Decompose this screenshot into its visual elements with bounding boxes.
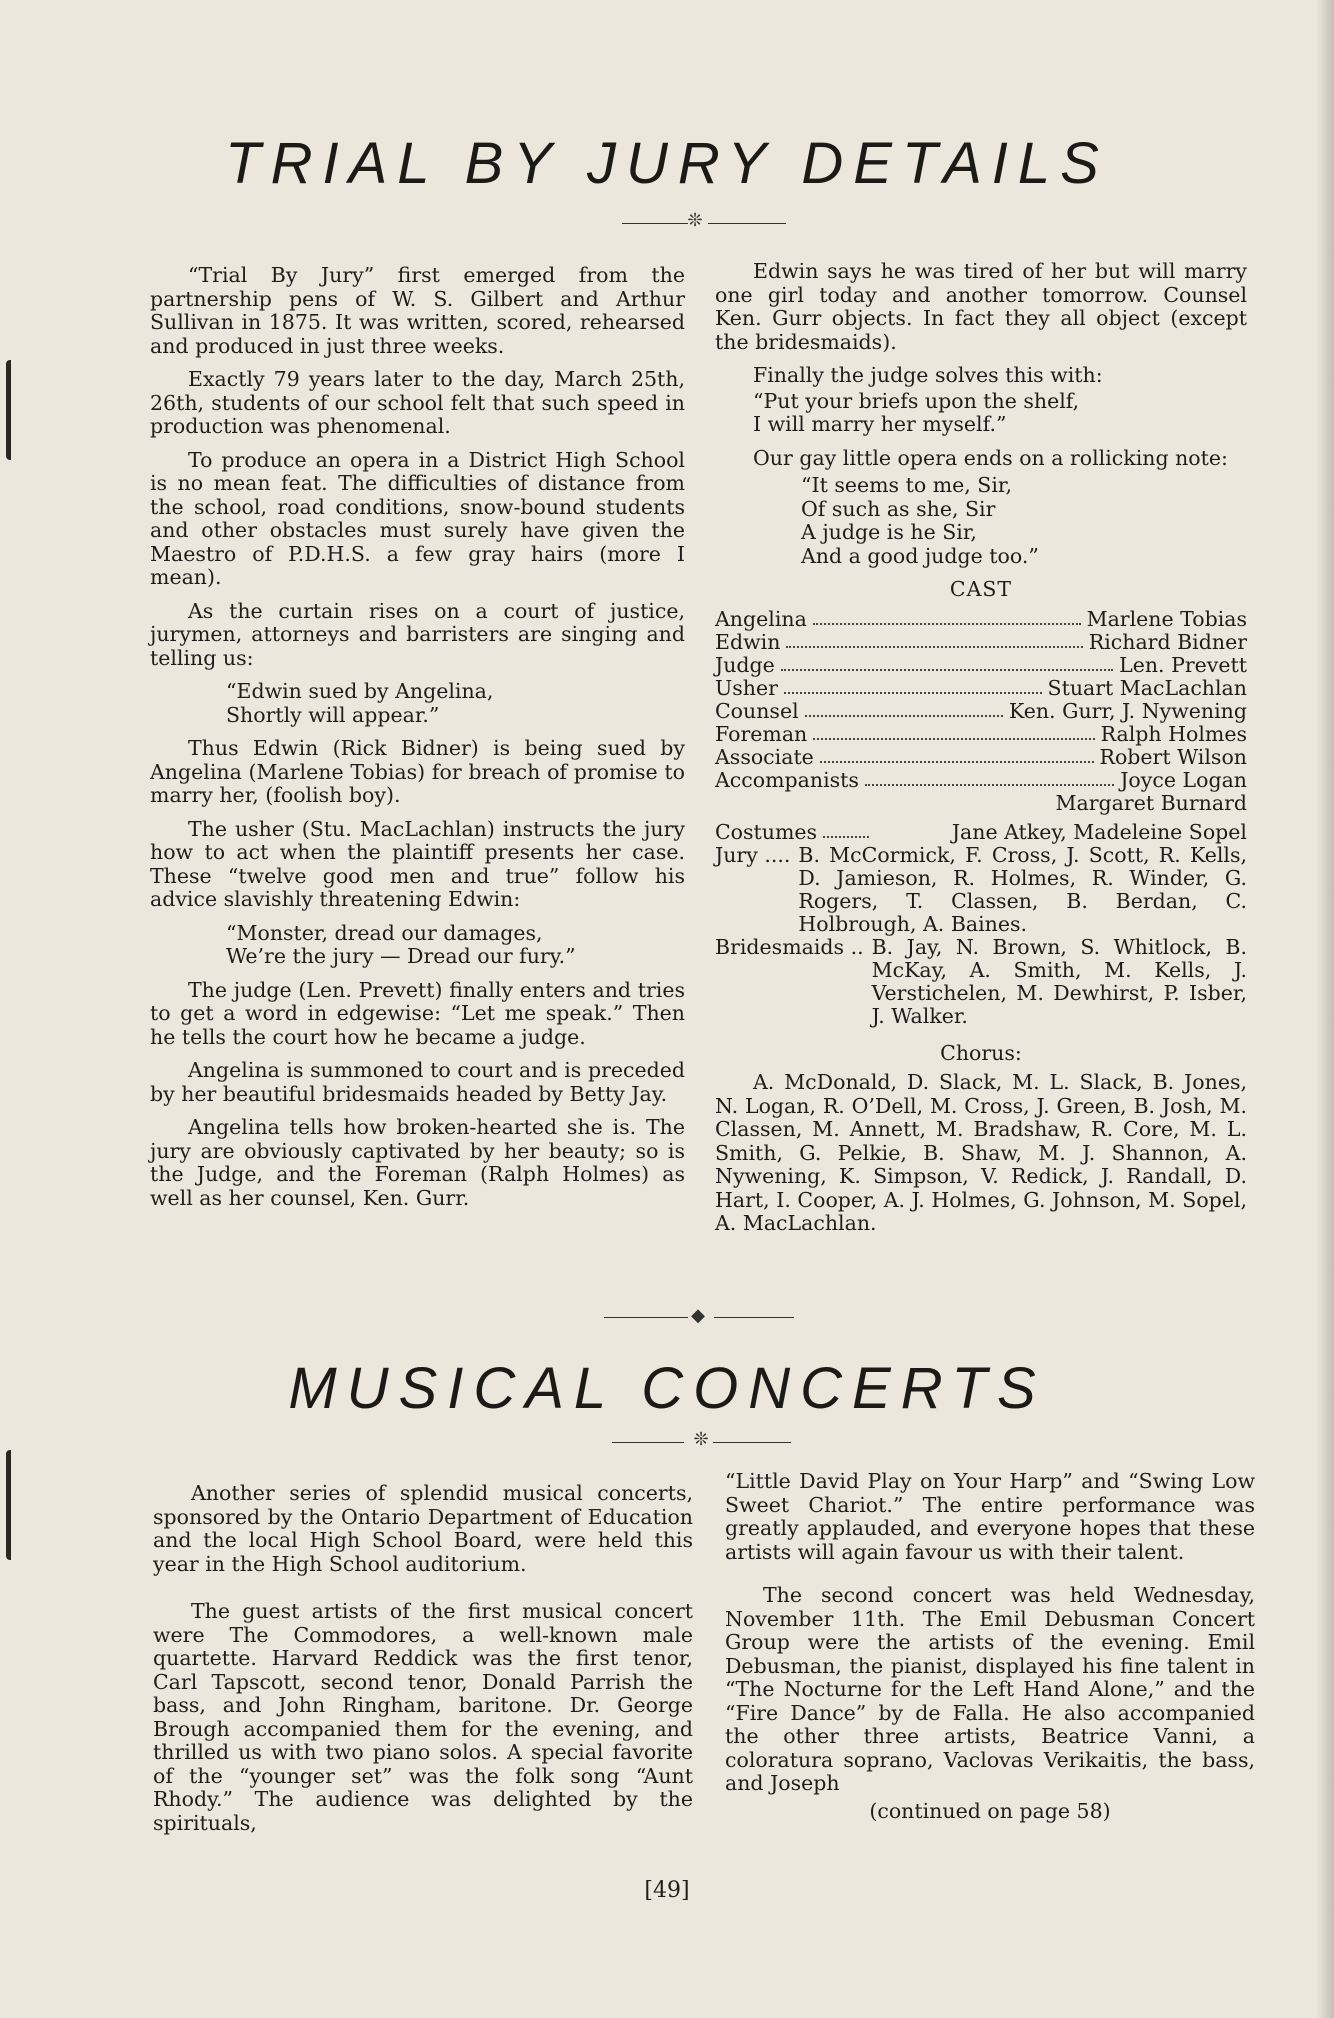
continued-note: (continued on page 58) [869,1798,1111,1823]
paragraph: Our gay little opera ends on a rollicking note: [753,445,1228,470]
chorus-list: A. McDonald, D. Slack, M. L. Slack, B. Jones, N. Logan, R. O’Dell, M. Cross, J. Green, B. Josh, M. Classen, M. Annett, M. Bradshaw, R. Core, M. L. Smith, G. Pelkie, B. Shaw, M. J. Shannon, A. Nywening, K. Simpson, V. Redick, J. Randall, D. Hart, I. Cooper, A. J. Holmes, G. Johnson, M. Sopel, A. MacLachlan. [715,1070,1247,1235]
verse-line: And a good judge too.” [801,543,1039,568]
ornament-divider-1 [0,210,1334,234]
binding-staple-top [6,360,21,460]
cast-heading: CAST [949,577,1013,601]
cast-row [715,608,1247,631]
cast-role: Judge [715,652,775,677]
cast-role: Costumes [715,819,818,844]
paragraph: Edwin says he was tired of her but will marry one girl today and another tomorrow. Counsel Ken. Gurr objects. In fact they all object (except the bridesmaids). [715,259,1247,354]
binding-staple-bottom [6,1450,21,1560]
cast-names: Robert Wilson [1099,744,1247,769]
page-number: [49] [644,1878,690,1903]
leader-dots [820,761,1094,763]
cast-role: Foreman [715,721,808,746]
paragraph: The guest artists of the first musical concert were The Commodores, a well-known male quartette. Harvard Reddick was the first tenor, Carl Tapscott, second tenor, Donald Parrish the bass, and John Ringham, baritone. Dr. George Brough accompanied them for the evening, and thrilled us with two piano solos. A special favorite of the “younger set” was the folk song “Aunt Rhody.” The audience was delighted by the spirituals, [153,1599,693,1835]
leader-dots [786,646,1082,648]
paragraph: As the curtain rises on a court of justice, jurymen, attorneys and barristers are singing and telling us: [150,598,685,670]
paragraph: Exactly 79 years later to the day, March 25th, 26th, students of our school felt that such speed in production was phenomenal. [150,367,685,438]
paragraph: Angelina is summoned to court and is preceded by her beautiful bridesmaids headed by Betty Jay. [150,1058,685,1106]
leader-dots [781,669,1113,671]
flourish-icon: ❊ [693,1429,709,1450]
ornament-divider-2 [0,1305,1334,1328]
cast-row [715,723,1247,746]
cast-row [715,821,1247,844]
verse-line: Shortly will appear.” [226,702,440,727]
cast-role: Associate [715,744,814,769]
cast-row [715,677,1247,700]
cast-names: Ken. Gurr, J. Nywening [1008,698,1247,723]
verse-line: “It seems to me, Sir, [801,473,1012,497]
leader-dots [813,623,1081,625]
cast-names: Richard Bidner [1088,629,1247,654]
paragraph: Finally the judge solves this with: [753,363,1103,387]
paragraph: The second concert was held Wednesday, November 11th. The Emil Debusman Concert Group were the artists of the evening. Emil Debusman, the pianist, displayed his fine talent in “The Nocturne for the Left Hand Alone,” and the “Fire Dance” by de Falla. He also accompanied the other three artists, Beatrice Vanni, a coloratura soprano, Vaclovas Verikaitis, the bass, and Joseph [725,1583,1255,1795]
trial-right-column [715,260,1247,1236]
cast-role: Jury .... [715,842,791,867]
diamond-icon: ◆ [691,1305,705,1326]
cast-role: Accompanists [715,767,859,792]
trial-title: TRIAL BY JURY DETAILS [225,131,1109,196]
cast-role: Angelina [715,606,807,631]
paragraph: Another series of splendid musical concerts, sponsored by the Ontario Department of Education and the local High School Board, were held this year in the High School auditorium. [153,1481,693,1576]
paragraph: Thus Edwin (Rick Bidner) is being sued by Angelina (Marlene Tobias) for breach of promise to marry her, (foolish boy). [150,736,685,807]
verse-line: “Put your briefs upon the shelf, [753,388,1080,413]
verse-line: We’re the jury — Dread our fury.” [226,944,576,968]
cast-names: Marlene Tobias [1086,606,1247,631]
page-edge-shadow [1316,0,1334,2018]
cast-row [715,769,1247,792]
paragraph: The judge (Len. Prevett) finally enters and tries to get a word in edgewise: “Let me speak.” Then he tells the court how he became a judge. [150,977,685,1049]
leader-dots [823,836,869,838]
verse [150,922,685,969]
verse [150,680,685,727]
cast-row [715,631,1247,654]
verse-line: I will marry her myself.” [753,412,1007,436]
leader-dots [805,715,1003,717]
cast-names: Ralph Holmes [1100,721,1247,746]
verse-line: Of such as she, Sir [801,496,996,521]
cast-list [715,608,1247,1028]
cast-names-continued: Margaret Burnard [1055,790,1247,815]
cast-row [715,700,1247,723]
concerts-left-column [153,1482,693,1845]
verse-line: “Monster, dread our damages, [226,920,543,945]
verse [715,390,1247,437]
cast-names: B. McCormick, F. Cross, J. Scott, R. Kells, D. Jamieson, R. Holmes, R. Winder, G. Rogers, T. Classen, B. Berdan, C. Holbrough, A. Baines. [798,842,1247,936]
paragraph: The usher (Stu. MacLachlan) instructs the jury how to act when the plaintiff presents her case. These “twelve good men and true” follow his advice slavishly threatening Edwin: [150,816,685,911]
cast-group-bridesmaids [715,936,1247,1028]
cast-role: Bridesmaids .. [715,934,864,959]
cast-role: Edwin [715,629,781,654]
flourish-icon: ❊ [687,210,703,231]
cast-row [715,746,1247,769]
cast-names: Joyce Logan [1120,767,1247,792]
paragraph: To produce an opera in a District High School is no mean feat. The difficulties of distance from the school, road conditions, snow-bound students and other obstacles must surely have given the Maestro of P.D.H.S. a few gray hairs (more I mean). [150,447,685,589]
chorus-heading: Chorus: [940,1040,1022,1065]
paragraph: “Little David Play on Your Harp” and “Swing Low Sweet Chariot.” The entire performance was greatly applauded, and everyone hopes that these artists will again favour us with their talent. [725,1469,1255,1564]
cast-group-jury [715,844,1247,936]
cast-names: B. Jay, N. Brown, S. Whitlock, B. McKay, A. Smith, M. Kells, J. Verstichelen, M. Dewhirst, P. Isber, J. Walker. [871,934,1247,1028]
concerts-title: MUSICAL CONCERTS [288,1356,1046,1421]
paragraph: “Trial By Jury” first emerged from the partnership pens of W. S. Gilbert and Arthur Sullivan in 1875. It was written, scored, rehearsed and produced in just three weeks. [150,263,685,358]
verse-line: A judge is he Sir, [801,520,977,544]
leader-dots [813,738,1094,740]
cast-names: Len. Prevett [1119,652,1247,677]
cast-names: Jane Atkey, Madeleine Sopel [951,819,1247,844]
verse [715,474,1247,568]
cast-role: Usher [715,675,778,700]
trial-left-column [150,264,685,1220]
cast-row [715,654,1247,677]
paragraph: Angelina tells how broken-hearted she is. The jury are obviously captivated by her beauty; so is the Judge, and the Foreman (Ralph Holmes) as well as her counsel, Ken. Gurr. [150,1115,685,1210]
ornament-divider-3 [0,1429,1334,1453]
leader-dots [865,784,1114,786]
verse-line: “Edwin sued by Angelina, [226,679,494,703]
leader-dots [784,692,1042,694]
cast-role: Counsel [715,698,799,723]
cast-names: Stuart MacLachlan [1047,675,1247,700]
concerts-right-column [725,1470,1255,1823]
